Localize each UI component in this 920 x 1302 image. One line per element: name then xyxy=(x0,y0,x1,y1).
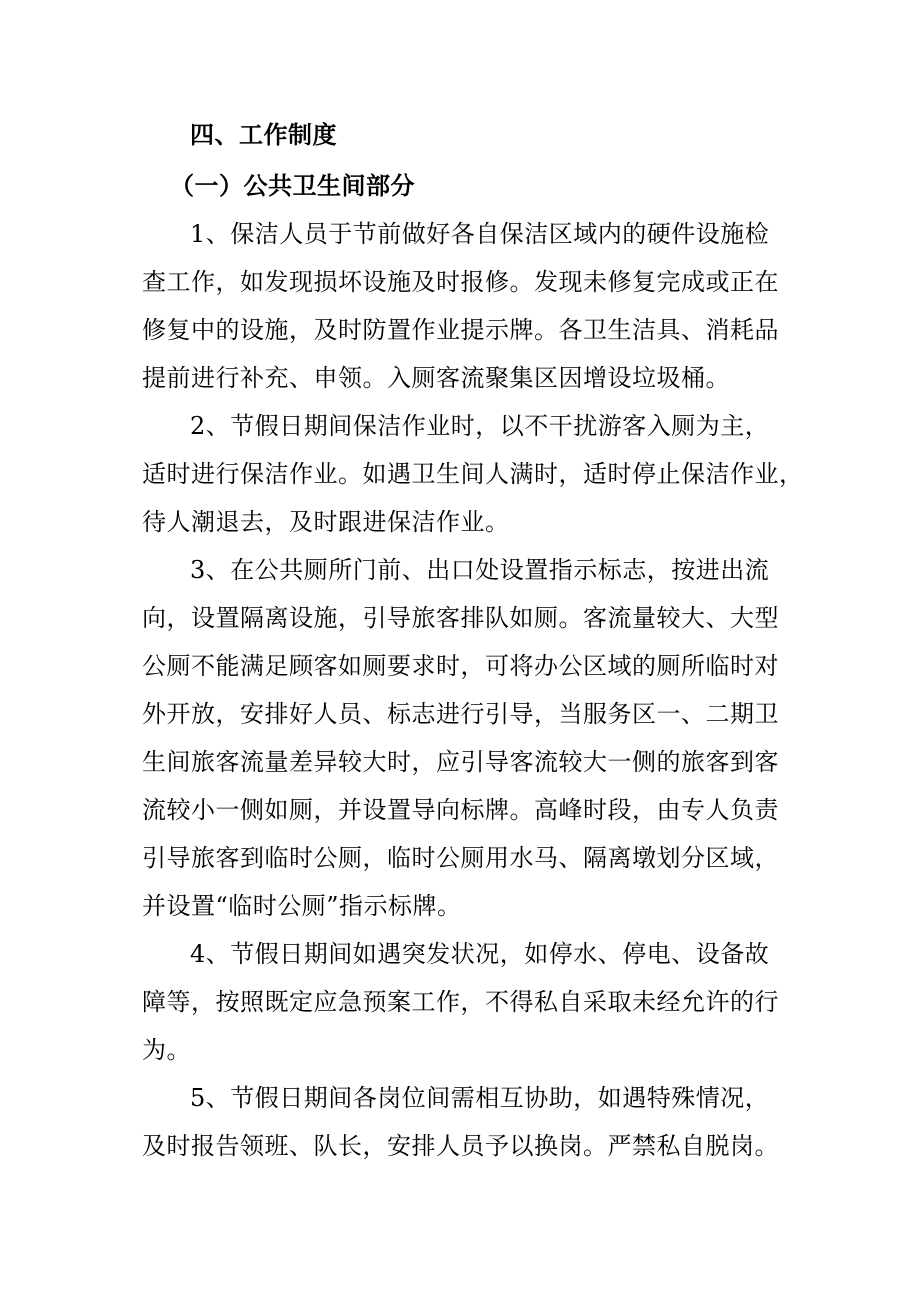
paragraph-4-line-2: 障等，按照既定应急预案工作，不得私自采取未经允许的行 xyxy=(142,988,779,1016)
paragraph-3-line-7: 引导旅客到临时公厕，临时公厕用水马、隔离墩划分区域， xyxy=(142,844,779,872)
paragraph-1-line-4: 提前进行补充、申领。入厕客流聚集区因增设垃圾桶。 xyxy=(142,364,730,392)
section-heading: 四、工作制度 xyxy=(190,121,337,149)
paragraph-1-line-2: 查工作，如发现损坏设施及时报修。发现未修复完成或正在 xyxy=(142,268,779,296)
paragraph-5-line-2: 及时报告领班、队长，安排人员予以换岗。严禁私自脱岗。 xyxy=(142,1132,779,1160)
paragraph-1-line-1: 1、保洁人员于节前做好各自保洁区域内的硬件设施检 xyxy=(190,220,770,248)
paragraph-1-line-3: 修复中的设施，及时防置作业提示牌。各卫生洁具、消耗品 xyxy=(142,316,779,344)
paragraph-2-line-2: 适时进行保洁作业。如遇卫生间人满时，适时停止保洁作业， xyxy=(142,460,804,488)
paragraph-3-line-2: 向，设置隔离设施，引导旅客排队如厕。客流量较大、大型 xyxy=(142,604,779,632)
paragraph-4-line-1: 4、节假日期间如遇突发状况，如停水、停电、设备故 xyxy=(190,940,770,968)
paragraph-3-line-6: 流较小一侧如厕，并设置导向标牌。高峰时段，由专人负责 xyxy=(142,796,779,824)
paragraph-3-line-4: 外开放，安排好人员、标志进行引导，当服务区一、二期卫 xyxy=(142,700,779,728)
paragraph-2-line-3: 待人潮退去，及时跟进保洁作业。 xyxy=(142,508,510,536)
paragraph-3-line-5: 生间旅客流量差异较大时，应引导客流较大一侧的旅客到客 xyxy=(142,748,779,776)
paragraph-5-line-1: 5、节假日期间各岗位间需相互协助，如遇特殊情况， xyxy=(190,1084,770,1112)
paragraph-3-line-1: 3、在公共厕所门前、出口处设置指示标志，按进出流 xyxy=(190,556,770,584)
subsection-heading: （一）公共卫生间部分 xyxy=(170,172,415,200)
paragraph-4-line-3: 为。 xyxy=(142,1036,191,1064)
paragraph-3-line-3: 公厕不能满足顾客如厕要求时，可将办公区域的厕所临时对 xyxy=(142,652,779,680)
paragraph-3-line-8: 并设置“临时公厕”指示标牌。 xyxy=(142,892,462,920)
paragraph-2-line-1: 2、节假日期间保洁作业时，以不干扰游客入厕为主， xyxy=(190,412,770,440)
